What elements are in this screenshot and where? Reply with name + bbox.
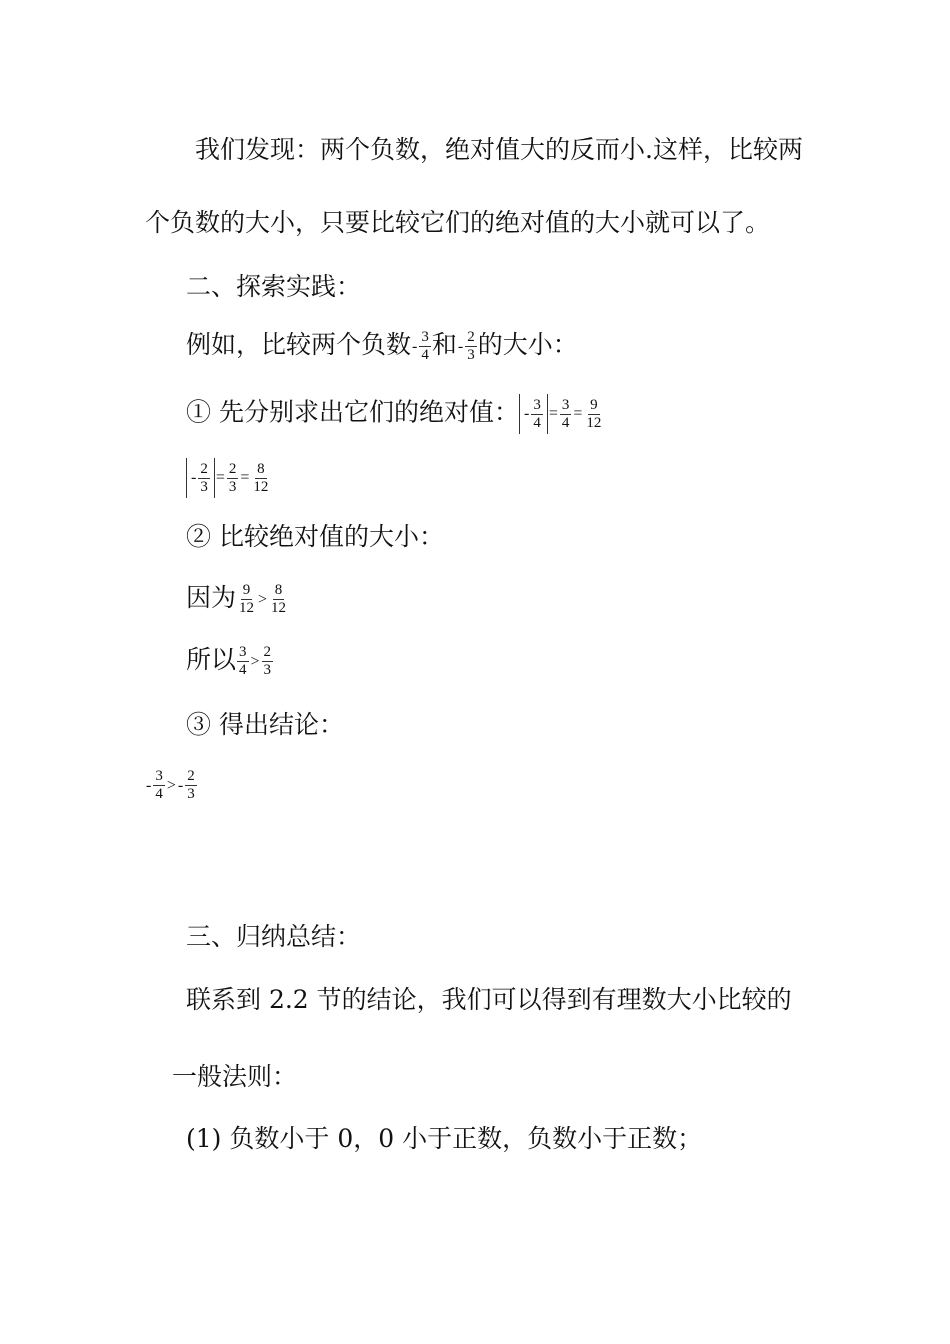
example-prefix: 例如，比较两个负数 <box>186 330 412 359</box>
therefore-label: 所以 <box>186 645 237 674</box>
fraction-denominator: 4 <box>533 414 541 431</box>
intro-line-1: 我们发现：两个负数，绝对值大的反而小.这样，比较两 <box>195 135 803 164</box>
rule-1-text: 负数小于 0，0 小于正数，负数小于正数； <box>229 1124 703 1153</box>
greater-than-sign: > <box>250 652 260 670</box>
fraction-2-3 <box>198 461 210 496</box>
example-and: 和 <box>431 330 457 359</box>
fraction-numerator: 3 <box>561 396 570 413</box>
fraction-numerator: 8 <box>274 582 283 598</box>
step1-text: 先分别求出它们的绝对值： <box>218 397 519 427</box>
absolute-value-2-3 <box>186 458 215 498</box>
greater-than-sign: > <box>166 776 176 794</box>
fraction-denominator: 3 <box>228 478 237 495</box>
section3-line-2: 一般法则： <box>172 1062 298 1091</box>
step1-label: ① <box>186 397 212 427</box>
fraction-denominator: 3 <box>263 662 272 678</box>
abs-2-3-line <box>186 458 271 498</box>
step2-text: 比较绝对值的大小： <box>218 522 444 551</box>
fraction-numerator: 2 <box>467 329 475 345</box>
section3-heading: 三、归纳总结： <box>186 922 362 951</box>
step2-line <box>186 522 444 552</box>
fraction-3-4 <box>237 644 249 679</box>
fraction-3-4 <box>419 329 431 364</box>
fraction-3-4 <box>531 397 543 432</box>
minus-sign: - <box>146 776 152 794</box>
example-line <box>186 329 578 364</box>
section2-heading: 二、探索实践： <box>186 272 362 301</box>
fraction-denominator: 4 <box>421 347 429 363</box>
example-suffix: 的大小： <box>477 330 578 359</box>
fraction-2-3 <box>262 644 274 679</box>
fraction-2-3 <box>227 461 239 496</box>
fraction-2-3 <box>185 768 197 803</box>
fraction-numerator: 2 <box>228 460 237 477</box>
fraction-denominator: 3 <box>187 786 195 802</box>
equals-sign: = <box>548 405 558 422</box>
fraction-9-12 <box>237 582 256 617</box>
fraction-numerator: 2 <box>187 768 195 784</box>
therefore-line <box>186 644 274 679</box>
fraction-denominator: 4 <box>155 786 163 802</box>
minus-sign: - <box>412 337 418 355</box>
fraction-numerator: 3 <box>533 396 541 413</box>
minus-sign: - <box>457 337 464 355</box>
step2-label: ② <box>186 522 212 551</box>
fraction-denominator: 4 <box>239 662 247 678</box>
fraction-denominator: 12 <box>586 414 602 431</box>
fraction-3-4 <box>153 768 165 803</box>
equals-sign: = <box>215 469 225 486</box>
minus-sign: - <box>177 776 184 794</box>
fraction-numerator: 8 <box>257 460 265 477</box>
section3-line-1: 联系到 2.2 节的结论，我们可以得到有理数大小比较的 <box>186 985 792 1014</box>
because-line <box>186 582 289 617</box>
fraction-denominator: 12 <box>271 600 287 616</box>
step3-text: 得出结论： <box>218 710 344 739</box>
minus-sign: - <box>191 469 197 486</box>
fraction-numerator: 9 <box>242 582 251 598</box>
fraction-2-3 <box>465 329 477 364</box>
fraction-numerator: 3 <box>155 768 163 784</box>
fraction-3-4 <box>560 397 572 432</box>
fraction-8-12 <box>269 582 288 617</box>
fraction-numerator: 3 <box>239 644 247 660</box>
rule-1 <box>186 1124 702 1154</box>
fraction-numerator: 2 <box>200 460 208 477</box>
fraction-8-12 <box>251 461 270 496</box>
fraction-denominator: 12 <box>239 600 255 616</box>
equals-sign: = <box>573 405 583 422</box>
because-label: 因为 <box>186 583 237 612</box>
absolute-value-3-4 <box>519 394 548 434</box>
rule-1-label: (1) <box>186 1124 222 1153</box>
fraction-numerator: 9 <box>590 396 598 413</box>
step3-line <box>186 710 344 740</box>
conclusion-line <box>145 768 198 803</box>
fraction-denominator: 3 <box>467 347 475 363</box>
intro-line-2: 个负数的大小，只要比较它们的绝对值的大小就可以了。 <box>145 208 771 237</box>
fraction-numerator: 3 <box>421 329 429 345</box>
greater-than-sign: > <box>258 590 268 608</box>
fraction-denominator: 12 <box>253 478 269 495</box>
fraction-numerator: 2 <box>263 644 272 660</box>
step1-line <box>186 394 604 434</box>
fraction-denominator: 4 <box>561 414 570 431</box>
fraction-9-12 <box>584 397 603 432</box>
fraction-denominator: 3 <box>200 478 208 495</box>
minus-sign: - <box>523 405 530 422</box>
equals-sign: = <box>240 469 250 486</box>
step3-label: ③ <box>186 710 212 739</box>
